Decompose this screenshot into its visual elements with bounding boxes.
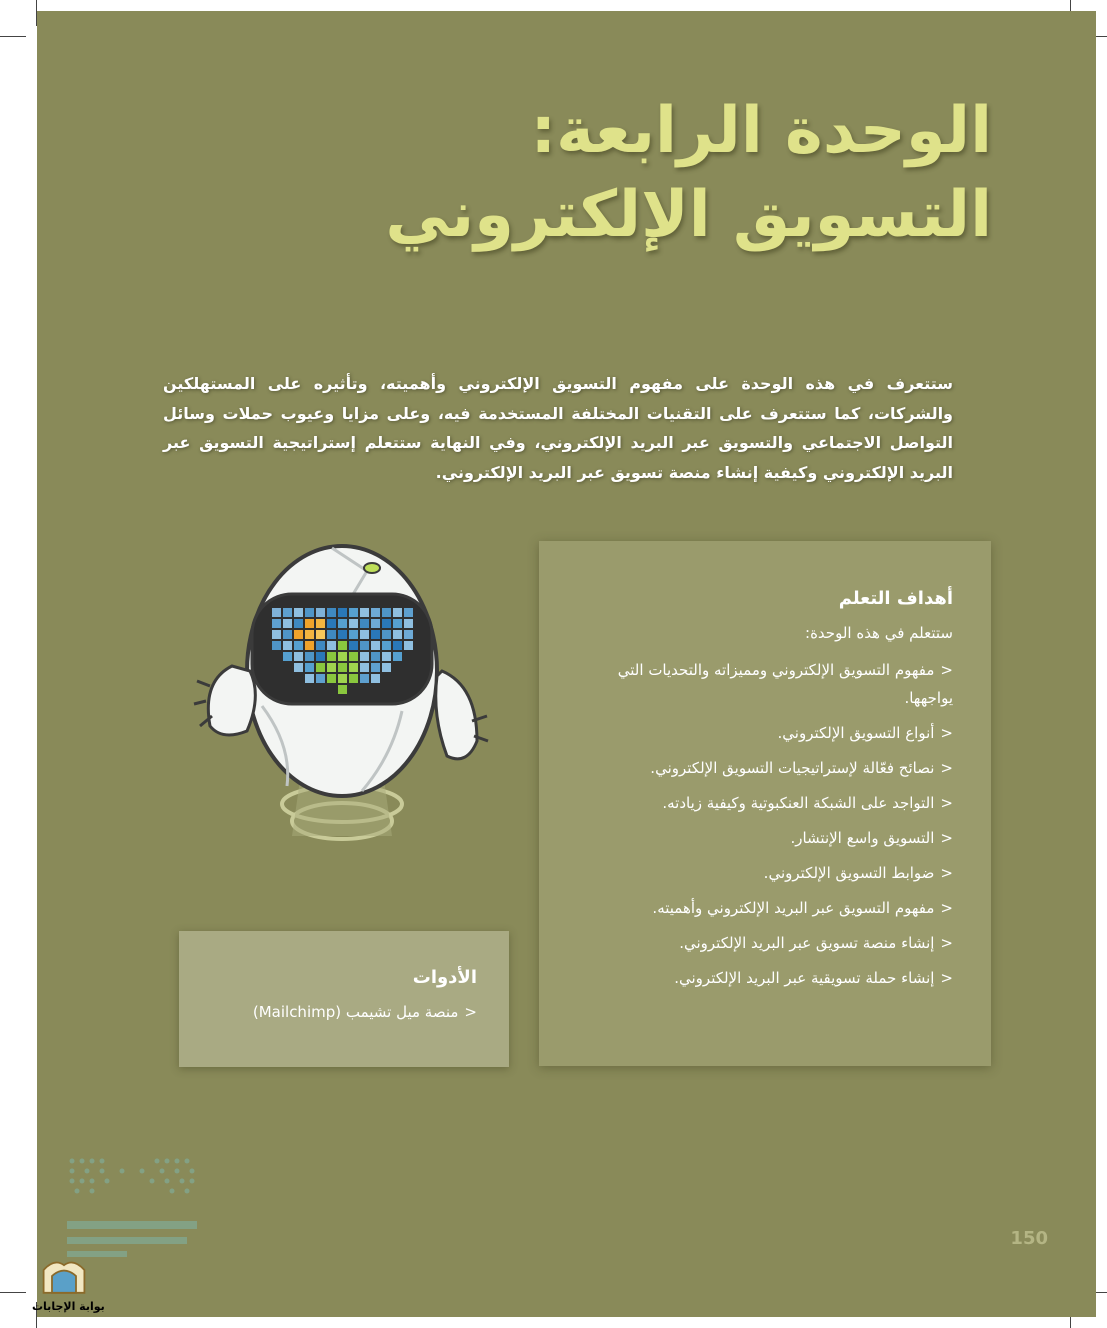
unit-title	[292, 89, 992, 257]
page-number: 150	[1010, 1228, 1048, 1249]
list-item: <مفهوم التسويق عبر البريد الإلكتروني وأهميته.	[652, 899, 953, 917]
unit-title-line1: الوحدة الرابعة:	[530, 94, 992, 168]
list-item: <التسويق واسع الإنتشار.	[790, 829, 953, 847]
crop-mark	[0, 1292, 26, 1293]
list-item: <نصائح فعّالة لإستراتيجيات التسويق الإلكتروني.	[650, 759, 953, 777]
gate-logo-icon	[40, 1252, 88, 1300]
list-item: <إنشاء منصة تسويق عبر البريد الإلكتروني.	[679, 934, 953, 952]
chevron-right-icon: <	[940, 759, 953, 777]
unit-intro: ستتعرف في هذه الوحدة على مفهوم التسويق الإلكتروني وأهميته، وتأثيره على المستهلكين والشركات، كما ستتعرف على التقنيات المختلفة المستخدمة فيه، وعلى مزايا وعيوب حملات وسائل التواصل الاجتماعي والتسويق عبر البريد الإلكتروني، وفي النهاية ستتعلم إستراتيجية التسويق عبر البريد الإلكتروني وكيفية إنشاء منصة تسويق عبر البريد الإلكتروني.	[163, 374, 953, 482]
chevron-right-icon: <	[464, 1003, 477, 1021]
list-item: <إنشاء حملة تسويقية عبر البريد الإلكتروني.	[674, 969, 953, 987]
objectives-heading: أهداف التعلم	[838, 588, 953, 609]
list-item: <مفهوم التسويق الإلكتروني ومميزاته والتحديات التي يواجهها.	[617, 661, 953, 707]
chevron-right-icon: <	[940, 934, 953, 952]
chevron-right-icon: <	[940, 899, 953, 917]
book-page	[37, 11, 1096, 1317]
chevron-right-icon: <	[940, 661, 953, 679]
ministry-logo-icon	[62, 1151, 202, 1261]
tools-item: <منصة ميل تشيمب (Mailchimp)	[252, 1003, 477, 1021]
chevron-right-icon: <	[940, 969, 953, 987]
chevron-right-icon: <	[940, 829, 953, 847]
tools-heading: الأدوات	[412, 967, 477, 988]
gate-label: بوابة الإجابات	[32, 1300, 105, 1313]
unit-title-line2: التسويق الإلكتروني	[385, 178, 992, 252]
chevron-right-icon: <	[940, 794, 953, 812]
objectives-list	[573, 656, 953, 999]
list-item: <التواجد على الشبكة العنكبوتية وكيفية زيادته.	[662, 794, 953, 812]
tools-panel	[179, 931, 509, 1067]
list-item: <ضوابط التسويق الإلكتروني.	[763, 864, 953, 882]
chevron-right-icon: <	[940, 724, 953, 742]
learning-objectives-panel	[539, 541, 991, 1066]
list-item: <أنواع التسويق الإلكتروني.	[777, 724, 953, 742]
chevron-right-icon: <	[940, 864, 953, 882]
objectives-intro: ستتعلم في هذه الوحدة:	[805, 624, 953, 642]
crop-mark	[0, 36, 26, 37]
robot-mascot-icon	[192, 536, 502, 856]
